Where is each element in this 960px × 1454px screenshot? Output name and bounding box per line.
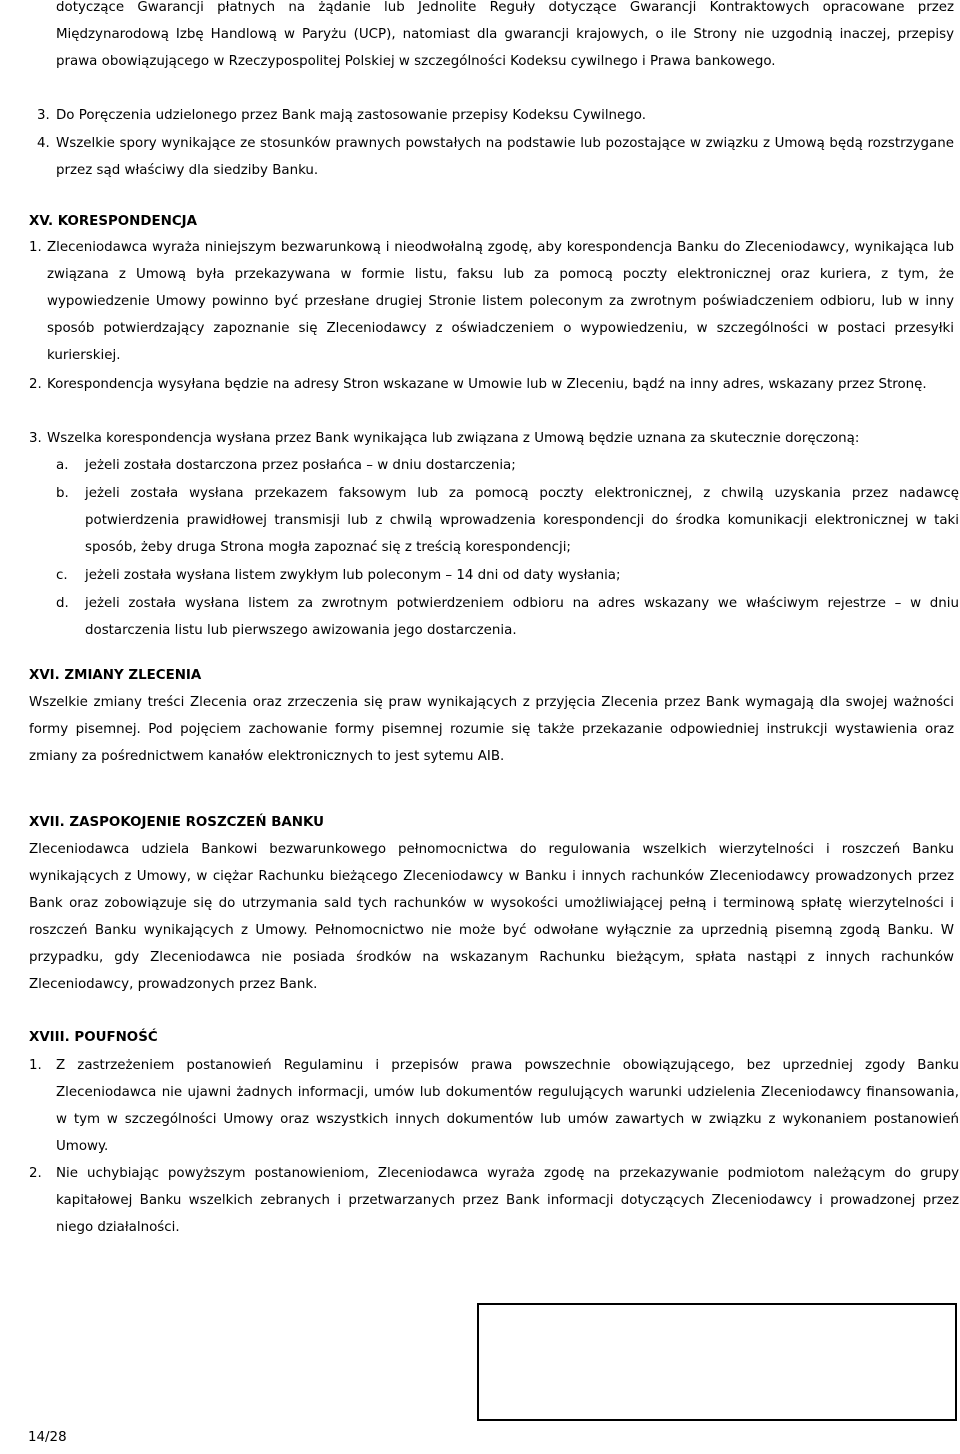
list-number: 1. [29,240,42,255]
list-item-text: Korespondencja wysyłana będzie na adresy Stron wskazane w Umowie lub w Zleceniu, bądź na inny adres, wskazany przez Stronę. [47,377,927,392]
list-item-text: Z zastrzeżeniem postanowień Regulaminu i przepisów prawa powszechnie obowiązującego, bez uprzedniej zgody Banku Zleceniodawca nie ujawni żadnych informacji, umów lub dokumentów regulujących warunki udzielenia Zleceniodawcy finansowania, w tym w szczególności Umowy oraz wszystkich innych dokumentów lub umów zawartych w związku z wykonaniem postanowień Umowy. [56,1058,959,1154]
list-letter: d. [56,596,69,611]
section-heading-zmiany-zlecenia: XVI. ZMIANY ZLECENIA [29,668,202,683]
list-item-text: Zleceniodawca wyraża niniejszym bezwarunkową i nieodwołalną zgodę, aby korespondencja Banku do Zleceniodawcy, wynikająca lub związana z Umową była przekazywana w formie listu, faksu lub za pomocą poczty elektronicznej oraz kuriera, z tym, że wypowiedzenie Umowy powinno być przesłane drugiej Stronie listem poleconym za zwrotnym poświadczeniem odbioru, lub w inny sposób potwierdzający zapoznanie się Zleceniodawcy z oświadczeniem o wypowiedzeniu, w szczególności w postaci przesyłki kurierskiej. [47,240,954,363]
list-number: 2. [29,1166,42,1181]
section-heading-zaspokojenie-roszczen: XVII. ZASPOKOJENIE ROSZCZEŃ BANKU [29,815,324,830]
list-item-text: Nie uchybiając powyższym postanowieniom, Zleceniodawca wyraża zgodę na przekazywanie podmiotom należącym do grupy kapitałowej Banku wszelkich zebranych i przetwarzanych przez Bank informacji dotyczących Zleceniodawcy i prowadzonej przez niego działalności. [56,1166,959,1235]
section-paragraph: Zleceniodawca udziela Bankowi bezwarunkowego pełnomocnictwa do regulowania wszelkich wierzytelności i roszczeń Banku wynikających z Umowy, w ciężar Rachunku bieżącego Zleceniodawcy w Banku i innych rachunków Zleceniodawcy prowadzonych przez Bank oraz zobowiązuje się do utrzymania sald tych rachunków w wysokości umożliwiającej pełną i terminową spłatę wierzytelności i roszczeń Banku wynikających z Umowy. Pełnomocnictwo nie może być odwołane wyłącznie za uprzednią pisemną zgodą Banku. W przypadku, gdy Zleceniodawca nie posiada środków na wskazanym Rachunku bieżącym, spłata nastąpi z innych rachunków Zleceniodawcy, prowadzonych przez Bank. [29,842,954,992]
list-subitem-text: jeżeli została dostarczona przez posłańca – w dniu dostarczenia; [85,458,516,473]
section-heading-poufnosc: XVIII. POUFNOŚĆ [29,1030,158,1045]
list-item-text: Wszelka korespondencja wysłana przez Bank wynikająca lub związana z Umową będzie uznana za skutecznie doręczoną: [47,431,860,446]
list-number: 3. [29,431,42,446]
list-item-text: Do Poręczenia udzielonego przez Bank mają zastosowanie przepisy Kodeksu Cywilnego. [56,108,646,123]
section-paragraph: Wszelkie zmiany treści Zlecenia oraz zrzeczenia się praw wynikających z przyjęcia Zlecenia przez Bank wymagają dla swojej ważności formy pisemnej. Pod pojęciem zachowanie formy pisemnej rozumie się także przekazanie odpowiedniej instrukcji wystawienia oraz zmiany za pośrednictwem kanałów elektronicznych to jest sytemu AIB. [29,695,954,764]
list-letter: a. [56,458,69,473]
list-number: 1. [29,1058,42,1073]
signature-box [477,1303,957,1421]
list-item-text: Wszelkie spory wynikające ze stosunków prawnych powstałych na podstawie lub pozostające w związku z Umową będą rozstrzygane przez sąd właściwy dla siedziby Banku. [56,136,954,178]
section-heading-korespondencja: XV. KORESPONDENCJA [29,214,198,229]
list-letter: c. [56,568,68,583]
list-subitem-text: jeżeli została wysłana listem zwykłym lub poleconym – 14 dni od daty wysłania; [85,568,621,583]
page-number: 14/28 [28,1430,67,1445]
list-subitem-text: jeżeli została wysłana listem za zwrotnym potwierdzeniem odbioru na adres wskazany we właściwym rejestrze – w dniu dostarczenia listu lub pierwszego awizowania jego dostarczenia. [85,596,959,638]
list-number: 3. [37,108,50,123]
list-number: 4. [37,136,50,151]
list-number: 2. [29,377,42,392]
list-subitem-text: jeżeli została wysłana przekazem faksowym lub za pomocą poczty elektronicznej, z chwilą uzyskania przez nadawcę potwierdzenia prawidłowej transmisji lub z chwilą wprowadzenia korespondencji do środka komunikacji elektronicznej w taki sposób, żeby druga Strona mogła zapoznać się z treścią korespondencji; [85,486,959,555]
intro-paragraph: dotyczące Gwarancji płatnych na żądanie lub Jednolite Reguły dotyczące Gwarancji Kontraktowych opracowane przez Międzynarodową Izbę Handlową w Paryżu (UCP), natomiast dla gwarancji krajowych, o ile Strony nie uzgodnią inaczej, przepisy prawa obowiązującego w Rzeczypospolitej Polskiej w szczególności Kodeksu cywilnego i Prawa bankowego. [56,0,954,69]
list-letter: b. [56,486,69,501]
